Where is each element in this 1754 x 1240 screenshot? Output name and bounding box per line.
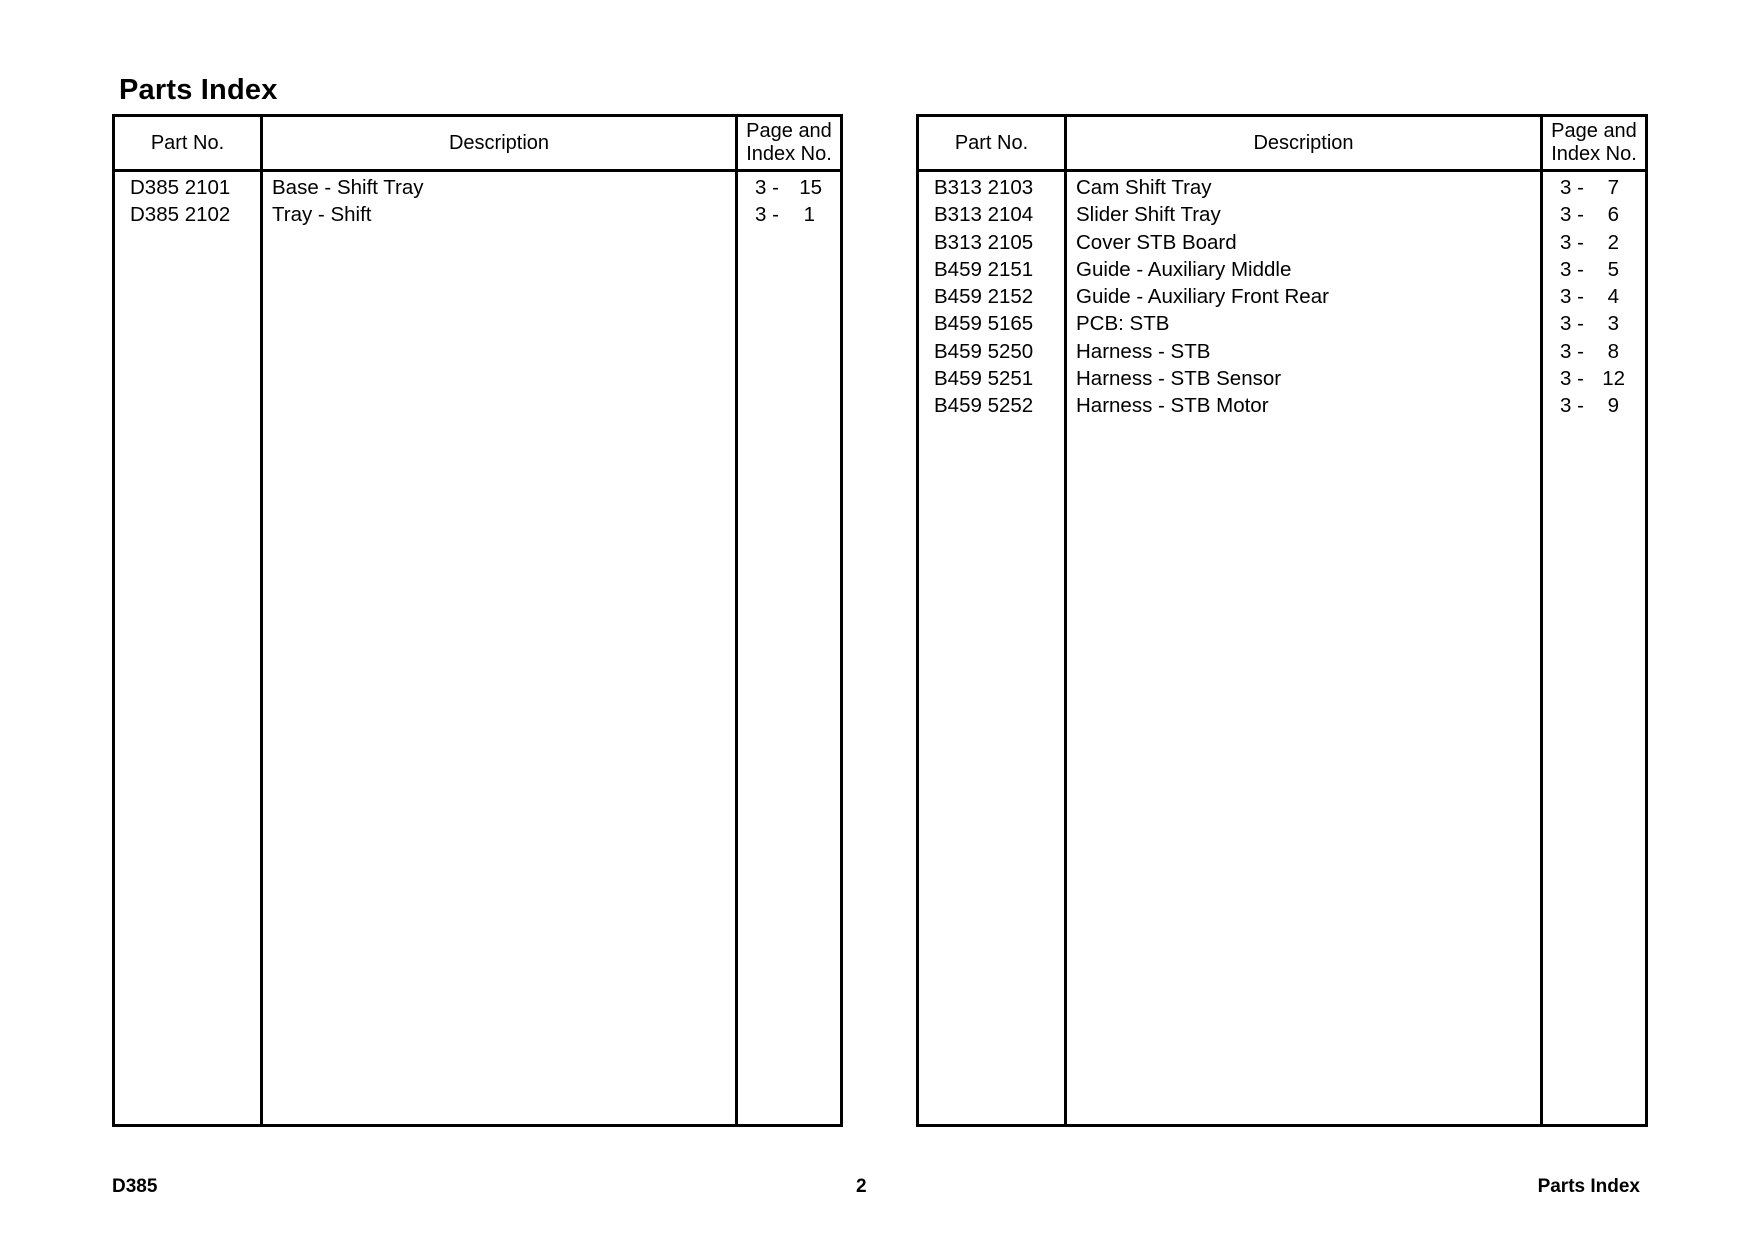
part-description: Cover STB Board [1076, 230, 1237, 254]
footer-model: D385 [112, 1176, 158, 1197]
page-number: 3 - [1560, 203, 1584, 227]
part-description: Harness - STB Motor [1076, 394, 1269, 418]
part-number: D385 2102 [130, 203, 231, 227]
page-number: 3 - [1560, 176, 1584, 199]
part-number: B313 2105 [934, 230, 1034, 254]
header-page-index-line2: Index No. [1551, 143, 1637, 165]
index-number: 3 [1607, 312, 1619, 336]
page-number: 3 - [1560, 230, 1584, 254]
page-number: 3 - [1560, 339, 1584, 363]
column-divider [735, 117, 738, 1124]
part-number: B459 5250 [934, 339, 1034, 363]
index-number: 5 [1607, 257, 1619, 281]
header-page-index-line1: Page and [746, 120, 832, 142]
table-row [919, 173, 1645, 200]
index-number: 15 [799, 176, 822, 199]
part-description: Harness - STB Sensor [1076, 367, 1282, 391]
header-page-index [738, 117, 840, 169]
part-number: B459 5251 [934, 367, 1034, 391]
part-number: B459 5165 [934, 312, 1034, 336]
index-number: 8 [1607, 339, 1619, 363]
header-page-index-line1: Page and [1551, 120, 1637, 142]
part-description: PCB: STB [1076, 312, 1170, 336]
header-divider [115, 169, 840, 172]
table-body [115, 173, 840, 228]
part-number: B459 2152 [934, 285, 1034, 309]
part-description: Guide - Auxiliary Front Rear [1076, 285, 1329, 309]
page-number: 3 - [1560, 257, 1584, 281]
page-number: 3 - [755, 176, 779, 199]
table-row [919, 364, 1645, 391]
index-number: 4 [1607, 285, 1619, 309]
part-description: Base - Shift Tray [272, 176, 424, 199]
page-number: 3 - [1560, 394, 1584, 418]
index-number: 1 [803, 203, 815, 227]
index-number: 2 [1607, 230, 1619, 254]
index-number: 7 [1607, 176, 1619, 199]
column-divider [260, 117, 263, 1124]
page-number: 3 - [1560, 285, 1584, 309]
part-number: B313 2104 [934, 203, 1034, 227]
part-number: D385 2101 [130, 176, 231, 199]
table-row [115, 173, 840, 200]
table-row [919, 255, 1645, 282]
part-description: Cam Shift Tray [1076, 176, 1212, 199]
index-number: 12 [1602, 367, 1625, 391]
header-page-index [1543, 117, 1645, 169]
table-row [919, 337, 1645, 364]
header-divider [919, 169, 1645, 172]
part-number: B313 2103 [934, 176, 1034, 199]
header-part-no: Part No. [954, 131, 1029, 154]
page-number: 3 - [1560, 312, 1584, 336]
footer-page-number: 2 [856, 1176, 867, 1197]
index-number: 6 [1607, 203, 1619, 227]
parts-table-left [112, 114, 843, 1127]
footer-section: Parts Index [1537, 1176, 1640, 1197]
page-title: Parts Index [119, 74, 278, 106]
page-number: 3 - [755, 203, 779, 227]
table-row [919, 200, 1645, 227]
part-description: Guide - Auxiliary Middle [1076, 257, 1292, 281]
header-page-index-line2: Index No. [746, 143, 832, 165]
part-description: Harness - STB [1076, 339, 1211, 363]
table-row [919, 309, 1645, 336]
table-row [919, 282, 1645, 309]
header-description: Description [448, 131, 550, 154]
parts-table-right [916, 114, 1648, 1127]
index-number: 9 [1607, 394, 1619, 418]
header-description: Description [1253, 131, 1354, 154]
table-row [115, 200, 840, 227]
header-part-no: Part No. [150, 131, 225, 154]
table-body [919, 173, 1645, 419]
part-description: Slider Shift Tray [1076, 203, 1221, 227]
part-number: B459 2151 [934, 257, 1034, 281]
table-row [919, 228, 1645, 255]
page-number: 3 - [1560, 367, 1584, 391]
table-row [919, 391, 1645, 418]
part-description: Tray - Shift [272, 203, 372, 227]
part-number: B459 5252 [934, 394, 1034, 418]
